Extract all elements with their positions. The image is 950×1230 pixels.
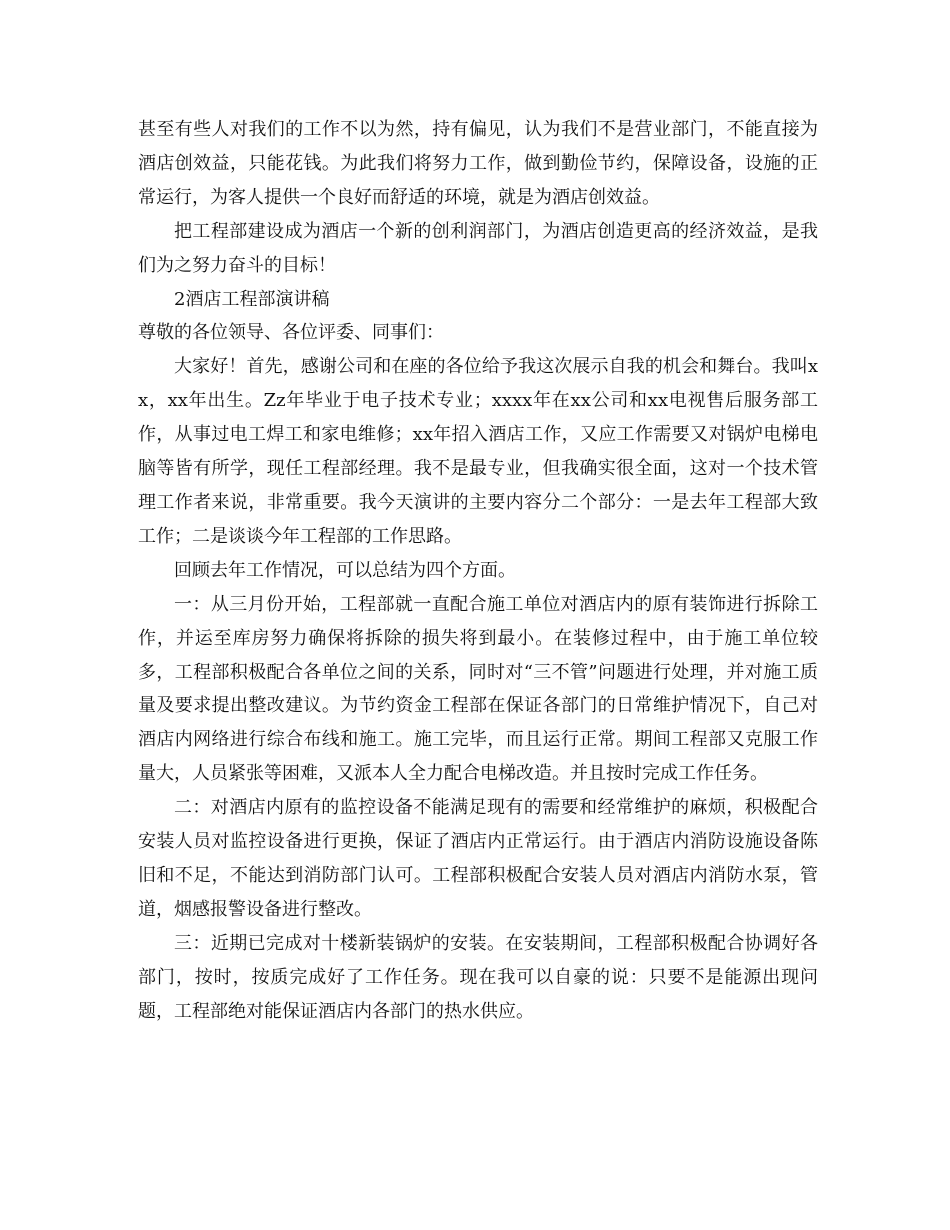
- document-body: [138, 113, 818, 1028]
- paragraph-goal: 把工程部建设成为酒店一个新的创利润部门，为酒店创造更高的经济效益，是我们为之努力奋斗的目标！: [138, 220, 818, 276]
- salutation: 尊敬的各位领导、各位评委、同事们：: [138, 322, 444, 344]
- paragraph-point-two: 二：对酒店内原有的监控设备不能满足现有的需要和经常维护的麻烦，积极配合安装人员对监控设备进行更换，保证了酒店内正常运行。由于酒店内消防设施设备陈旧和不足，不能达到消防部门认可。工程部积极配合安装人员对酒店内消防水泵，管道，烟感报警设备进行整改。: [138, 797, 818, 920]
- section-heading: 2酒店工程部演讲稿: [174, 288, 330, 310]
- paragraph-introduction: 大家好！首先，感谢公司和在座的各位给予我这次展示自我的机会和舞台。我叫xx，xx年出生。Zz年毕业于电子技术专业；xxxx年在xx公司和xx电视售后服务部工作，从事过电工焊工和家电维修；xx年招入酒店工作，又应工作需要又对锅炉电梯电脑等皆有所学，现任工程部经理。我不是最专业，但我确实很全面，这对一个技术管理工作者来说，非常重要。我今天演讲的主要内容分二个部分：一是去年工程部大致工作；二是谈谈今年工程部的工作思路。: [138, 356, 818, 547]
- paragraph-continuation: 甚至有些人对我们的工作不以为然，持有偏见，认为我们不是营业部门，不能直接为酒店创效益，只能花钱。为此我们将努力工作，做到勤俭节约，保障设备，设施的正常运行，为客人提供一个良好而舒适的环境，就是为酒店创效益。: [138, 119, 818, 208]
- paragraph-point-one: 一：从三月份开始，工程部就一直配合施工单位对酒店内的原有装饰进行拆除工作，并运至库房努力确保将拆除的损失将到最小。在装修过程中，由于施工单位较多，工程部积极配合各单位之间的关系，同时对“三不管”问题进行处理，并对施工质量及要求提出整改建议。为节约资金工程部在保证各部门的日常维护情况下，自己对酒店内网络进行综合布线和施工。施工完毕，而且运行正常。期间工程部又克服工作量大，人员紧张等困难，又派本人全力配合电梯改造。并且按时完成工作任务。: [138, 593, 818, 785]
- paragraph-review-summary: 回顾去年工作情况，可以总结为四个方面。: [174, 559, 516, 581]
- paragraph-point-three: 三：近期已完成对十楼新装锅炉的安装。在安装期间，工程部积极配合协调好各部门，按时，按质完成好了工作任务。现在我可以自豪的说：只要不是能源出现问题，工程部绝对能保证酒店内各部门的热水供应。: [138, 932, 818, 1022]
